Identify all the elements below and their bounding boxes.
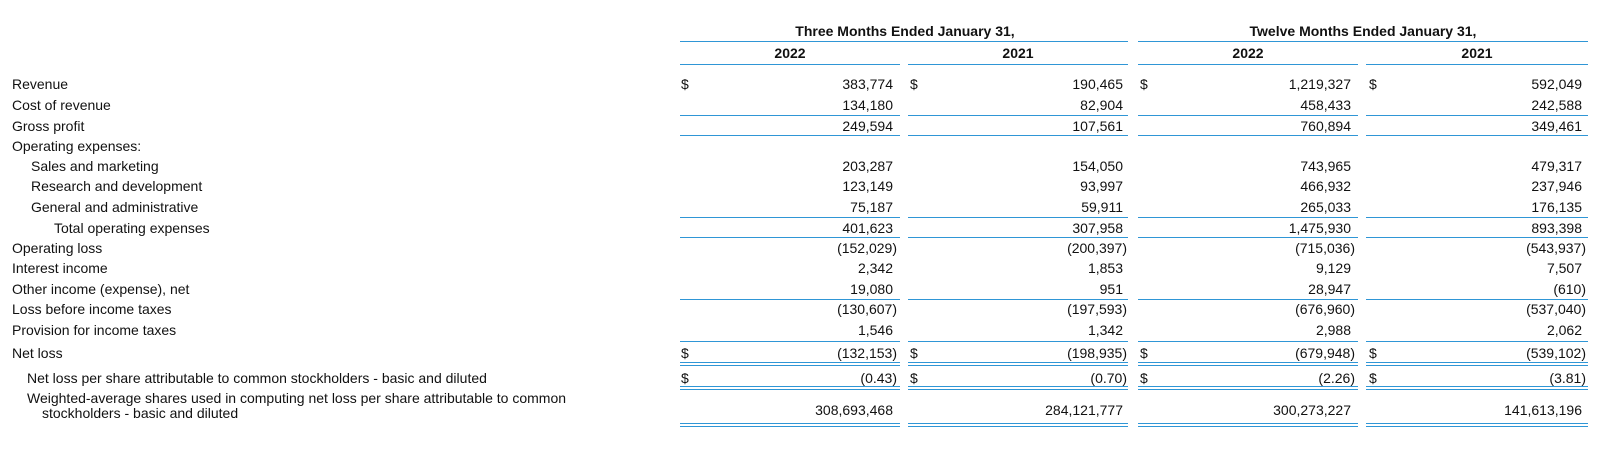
cell: (0.43) (860, 370, 897, 386)
row-label-operating-loss: Operating loss (12, 240, 103, 256)
cell: 458,433 (1300, 97, 1351, 113)
cell: (3.81) (1549, 370, 1586, 386)
cell: (715,036) (1295, 240, 1355, 256)
year-col-3: 2022 (1232, 45, 1264, 61)
cell: 237,946 (1531, 178, 1582, 194)
row-label-weighted-shares: Weighted-average shares used in computing net loss per share attributable to common (27, 390, 567, 406)
cell: 19,080 (850, 281, 893, 297)
dollar-sign: $ (1140, 76, 1148, 92)
cell: 75,187 (850, 199, 893, 215)
rule (1366, 115, 1588, 116)
cell: (537,040) (1526, 301, 1586, 317)
cell: (610) (1553, 281, 1586, 297)
year-col-1: 2022 (774, 45, 806, 61)
cell: (198,935) (1067, 345, 1127, 361)
row-label-sales-marketing: Sales and marketing (31, 158, 159, 174)
row-label-operating-expenses: Operating expenses: (12, 138, 142, 154)
cell: (676,960) (1295, 301, 1355, 317)
double-rule (1366, 362, 1588, 366)
dollar-sign: $ (681, 76, 689, 92)
cell: 466,932 (1300, 178, 1351, 194)
cell: 951 (1099, 281, 1123, 297)
cell: 265,033 (1300, 199, 1351, 215)
double-rule (680, 362, 900, 366)
cell: (0.70) (1090, 370, 1127, 386)
double-rule (1138, 423, 1358, 427)
dollar-sign: $ (910, 345, 918, 361)
rule (680, 341, 900, 342)
row-label-gross-profit: Gross profit (12, 118, 85, 134)
cell: 82,904 (1080, 97, 1123, 113)
cell: (152,029) (837, 240, 897, 256)
double-rule (1138, 386, 1358, 390)
cell: 242,588 (1531, 97, 1582, 113)
rule (1366, 299, 1588, 300)
double-rule (908, 423, 1128, 427)
cell: 2,342 (857, 260, 893, 276)
cell: 134,180 (842, 97, 893, 113)
cell: 176,135 (1531, 199, 1582, 215)
year-rule-2 (908, 64, 1128, 65)
cell: 28,947 (1308, 281, 1351, 297)
rule (908, 217, 1128, 218)
rule (1138, 135, 1358, 136)
rule (908, 341, 1128, 342)
year-rule-1 (680, 64, 900, 65)
row-label-cost-of-revenue: Cost of revenue (12, 97, 111, 113)
row-label-other-income: Other income (expense), net (12, 281, 190, 297)
rule (908, 115, 1128, 116)
cell: (200,397) (1067, 240, 1127, 256)
rule (1138, 237, 1358, 238)
year-rule-3 (1138, 64, 1358, 65)
row-label-weighted-shares-line2: stockholders - basic and diluted (42, 405, 239, 421)
cell: 154,050 (1072, 158, 1123, 174)
cell: 592,049 (1531, 76, 1582, 92)
cell: 401,623 (842, 220, 893, 236)
cell: (679,948) (1295, 345, 1355, 361)
rule (1366, 135, 1588, 136)
cell: 141,613,196 (1504, 402, 1582, 418)
cell: (132,153) (837, 345, 897, 361)
cell: 308,693,468 (815, 402, 893, 418)
cell: 760,894 (1300, 118, 1351, 134)
dollar-sign: $ (681, 345, 689, 361)
cell: 307,958 (1072, 220, 1123, 236)
double-rule (908, 386, 1128, 390)
row-label-eps: Net loss per share attributable to common stockholders - basic and diluted (27, 370, 487, 386)
rule (1138, 341, 1358, 342)
rule (1138, 115, 1358, 116)
cell: (2.26) (1318, 370, 1355, 386)
cell: 1,475,930 (1288, 220, 1351, 236)
rule (1366, 341, 1588, 342)
dollar-sign: $ (1369, 76, 1377, 92)
rule (908, 135, 1128, 136)
year-col-2: 2021 (1002, 45, 1034, 61)
rule (1138, 299, 1358, 300)
dollar-sign: $ (1140, 370, 1148, 386)
double-rule (680, 386, 900, 390)
row-label-revenue: Revenue (12, 76, 69, 92)
rule (1366, 217, 1588, 218)
cell: 93,997 (1080, 178, 1123, 194)
header-three-months: Three Months Ended January 31, (795, 23, 1015, 39)
cell: 107,561 (1072, 118, 1123, 134)
dollar-sign: $ (910, 370, 918, 386)
dollar-sign: $ (910, 76, 918, 92)
row-label-research-development: Research and development (31, 178, 203, 194)
row-label-interest-income: Interest income (12, 260, 108, 276)
rule (680, 217, 900, 218)
cell: 300,273,227 (1273, 402, 1351, 418)
dollar-sign: $ (1369, 345, 1377, 361)
cell: 203,287 (842, 158, 893, 174)
rule (680, 237, 900, 238)
rule (680, 135, 900, 136)
double-rule (1366, 423, 1588, 427)
rule (1366, 237, 1588, 238)
cell: (543,937) (1526, 240, 1586, 256)
header-twelve-months: Twelve Months Ended January 31, (1249, 23, 1477, 39)
cell: 9,129 (1315, 260, 1351, 276)
year-rule-4 (1366, 64, 1588, 65)
cell: 1,546 (857, 322, 893, 338)
cell: 190,465 (1072, 76, 1123, 92)
dollar-sign: $ (1140, 345, 1148, 361)
header-rule-three (680, 41, 1128, 42)
cell: 1,219,327 (1288, 76, 1351, 92)
cell: 383,774 (842, 76, 893, 92)
cell: 349,461 (1531, 118, 1582, 134)
row-label-provision-taxes: Provision for income taxes (12, 322, 177, 338)
row-label-loss-before-taxes: Loss before income taxes (12, 301, 172, 317)
cell: 479,317 (1531, 158, 1582, 174)
rule (908, 237, 1128, 238)
cell: 7,507 (1546, 260, 1582, 276)
cell: (197,593) (1067, 301, 1127, 317)
row-label-general-admin: General and administrative (31, 199, 199, 215)
cell: 1,342 (1087, 322, 1123, 338)
cell: 59,911 (1081, 199, 1123, 215)
cell: 743,965 (1300, 158, 1351, 174)
double-rule (1366, 386, 1588, 390)
cell: 2,062 (1546, 322, 1582, 338)
dollar-sign: $ (681, 370, 689, 386)
double-rule (908, 362, 1128, 366)
cell: 284,121,777 (1045, 402, 1123, 418)
cell: 893,398 (1531, 220, 1582, 236)
row-label-net-loss: Net loss (12, 345, 63, 361)
cell: 2,988 (1315, 322, 1351, 338)
rule (680, 115, 900, 116)
cell: 1,853 (1087, 260, 1123, 276)
dollar-sign: $ (1369, 370, 1377, 386)
cell: 123,149 (842, 178, 893, 194)
double-rule (680, 423, 900, 427)
cell: (539,102) (1526, 345, 1586, 361)
row-label-total-opex: Total operating expenses (54, 220, 210, 236)
year-col-4: 2021 (1461, 45, 1493, 61)
rule (908, 299, 1128, 300)
cell: 249,594 (842, 118, 893, 134)
cell: (130,607) (837, 301, 897, 317)
rule (680, 299, 900, 300)
header-rule-twelve (1138, 41, 1588, 42)
rule (1138, 217, 1358, 218)
double-rule (1138, 362, 1358, 366)
